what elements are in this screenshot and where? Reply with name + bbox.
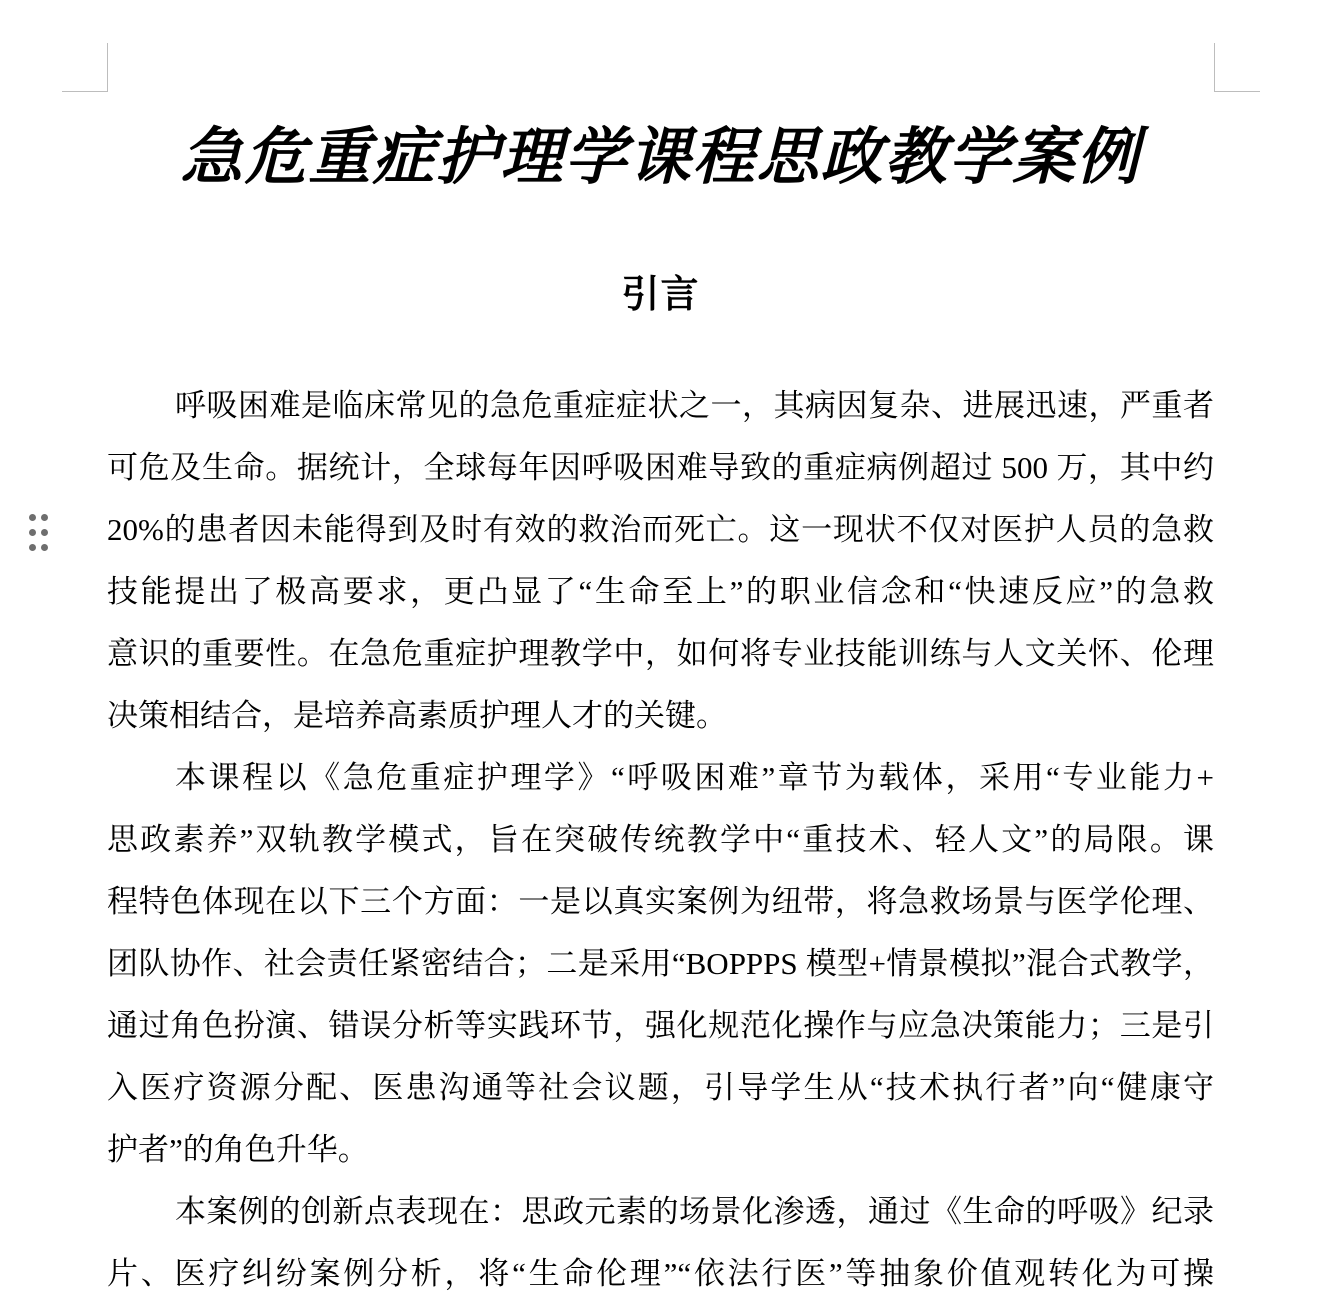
- drag-handle-dot: [29, 514, 36, 521]
- document-body: [107, 318, 1214, 1305]
- section-heading-introduction: 引言: [621, 274, 700, 316]
- drag-handle-dot: [29, 544, 36, 551]
- drag-handle-dot: [29, 529, 36, 536]
- drag-handle-dot: [41, 544, 48, 551]
- text-line: 技能提出了极高要求，更凸显了“生命至上”的职业信念和“快速反应”的急救: [107, 574, 1214, 609]
- drag-handle-dot: [41, 514, 48, 521]
- margin-crop-mark-top-right: [1214, 43, 1260, 92]
- text-line: 程特色体现在以下三个方面：一是以真实案例为纽带，将急救场景与医学伦理、: [107, 884, 1214, 919]
- drag-handle-dot: [41, 529, 48, 536]
- document-content: [107, 91, 1214, 1305]
- text-line: 团队协作、社会责任紧密结合；二是采用“BOPPPS 模型+情景模拟”混合式教学，: [107, 946, 1214, 981]
- document-title: 急危重症护理学课程思政教学案例: [180, 124, 1141, 192]
- text-line: 护者”的角色升华。: [107, 1132, 369, 1167]
- text-line: 意识的重要性。在急危重症护理教学中，如何将专业技能训练与人文关怀、伦理: [107, 636, 1214, 671]
- text-line: 本课程以《急危重症护理学》“呼吸困难”章节为载体，采用“专业能力+: [175, 760, 1214, 795]
- text-line: 通过角色扮演、错误分析等实践环节，强化规范化操作与应急决策能力；三是引: [107, 1008, 1214, 1043]
- text-line: 本案例的创新点表现在：思政元素的场景化渗透，通过《生命的呼吸》纪录: [175, 1194, 1214, 1229]
- paragraph-drag-handle-icon[interactable]: [29, 514, 48, 551]
- text-line: 决策相结合，是培养高素质护理人才的关键。: [107, 698, 727, 733]
- text-line: 可危及生命。据统计，全球每年因呼吸困难导致的重症病例超过 500 万，其中约: [107, 450, 1214, 485]
- text-line: 20%的患者因未能得到及时有效的救治而死亡。这一现状不仅对医护人员的急救: [107, 512, 1214, 547]
- text-line: 片、医疗纠纷案例分析，将“生命伦理”“依法行医”等抽象价值观转化为可操: [107, 1256, 1214, 1291]
- text-line: 呼吸困难是临床常见的急危重症症状之一，其病因复杂、进展迅速，严重者: [175, 388, 1214, 423]
- text-line: 思政素养”双轨教学模式，旨在突破传统教学中“重技术、轻人文”的局限。课: [107, 822, 1214, 857]
- margin-crop-mark-top-left: [62, 43, 108, 92]
- text-line: 入医疗资源分配、医患沟通等社会议题，引导学生从“技术执行者”向“健康守: [107, 1070, 1214, 1105]
